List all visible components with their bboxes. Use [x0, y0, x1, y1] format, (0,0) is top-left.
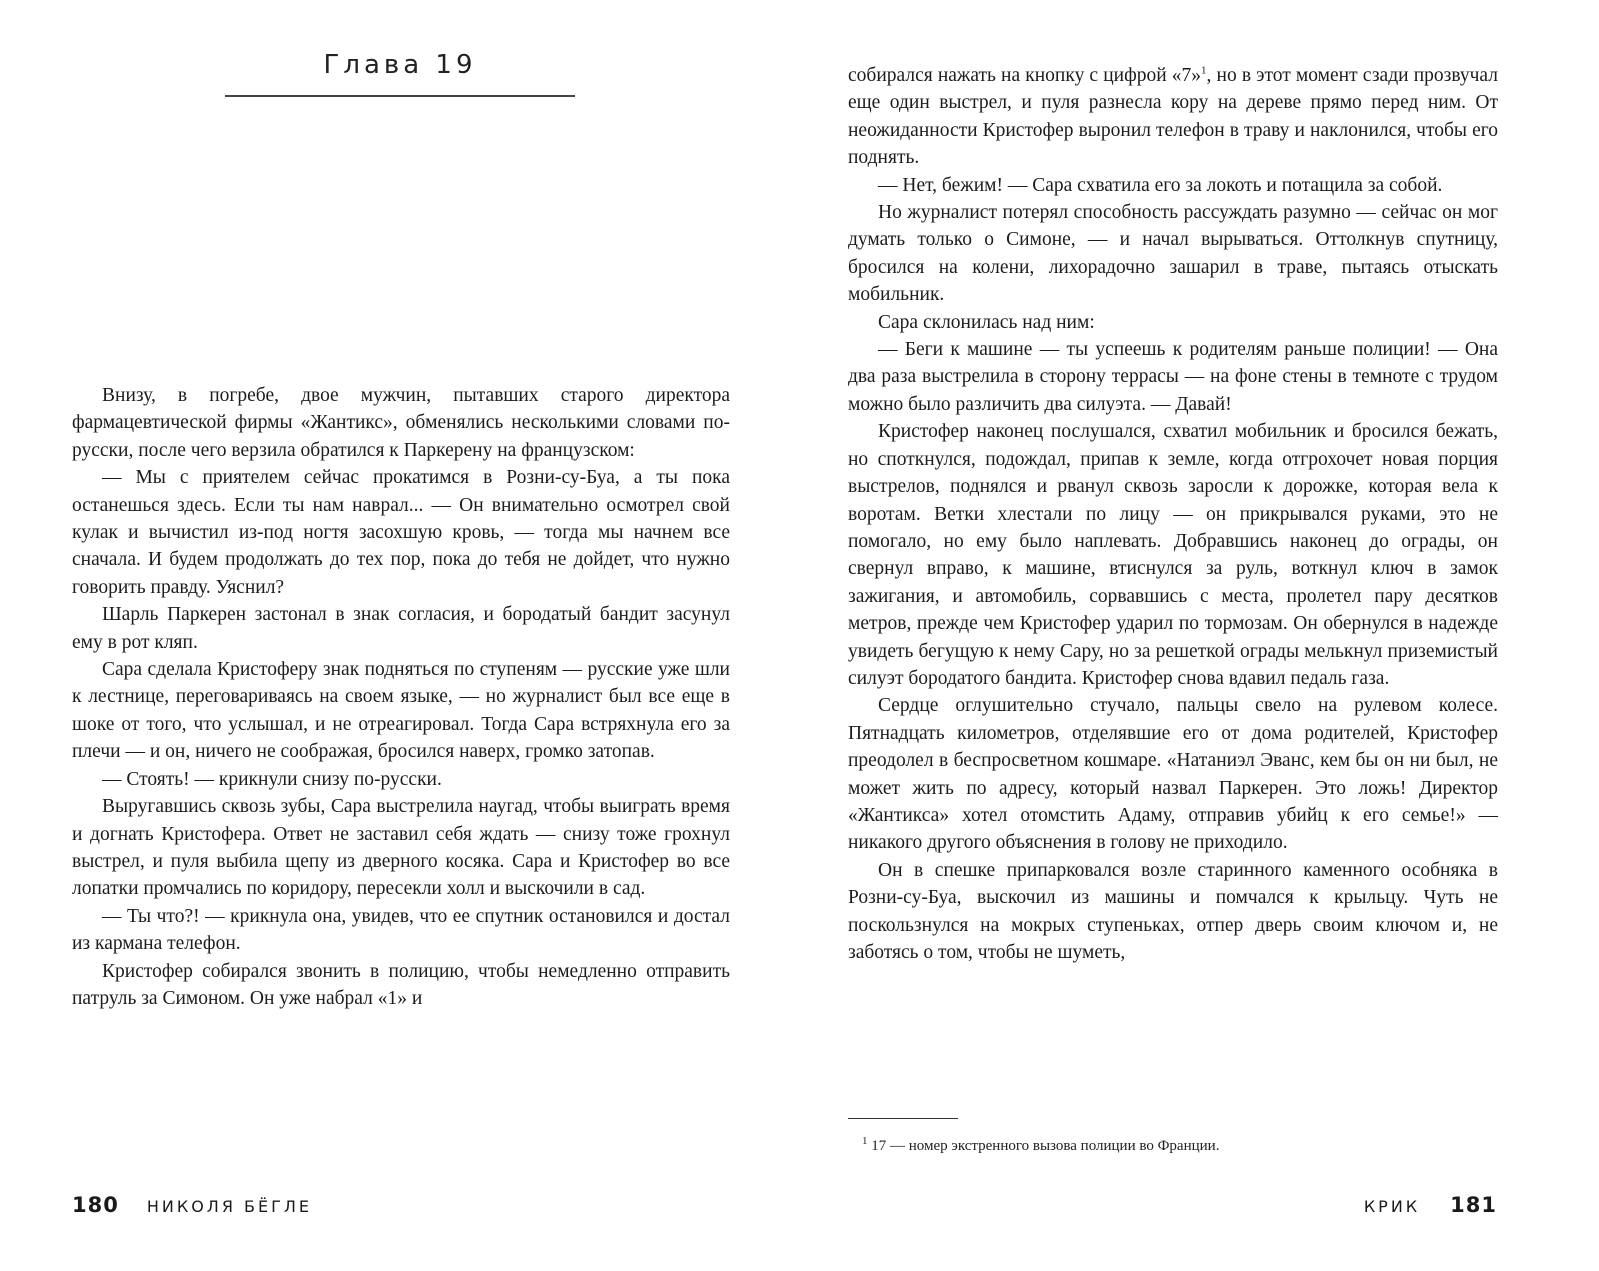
footnote-marker: 1	[1201, 64, 1207, 77]
paragraph: — Мы с приятелем сейчас прокатимся в Розни-су-Буа, а ты пока останешься здесь. Если ты нам наврал... — Он внимательно осмотрел свой кулак и вычистил из-под ногтя засохшую кровь, — тогда мы начнем все сначала. И будем продолжать до тех пор, пока до тебя не дойдет, что нужно говорить правду. Уяснил?	[72, 467, 730, 598]
paragraph: — Ты что?! — крикнула она, увидев, что ее спутник остановился и достал из кармана телефон.	[72, 905, 730, 955]
first-paragraph-rest: , но в этот момент сзади прозвучал еще один выстрел, и пуля разнесла кору на дереве прямо перед ним. От неожиданности Кристофер выронил телефон в траву и наклонился, чтобы его поднять.	[848, 65, 1498, 169]
left-page	[0, 0, 790, 1271]
paragraph: Он в спешке припарковался возле старинного каменного особняка в Розни-су-Буа, выскочил из машины и помчался к крыльцу. Чуть не поскользнулся на мокрых ступеньках, отпер дверь своим ключом и, не заботясь о том, чтобы не шуметь,	[848, 859, 1498, 963]
paragraph: Кристофер наконец послушался, схватил мобильник и бросился бежать, но споткнулся, подождал, припав к земле, когда отгрохочет новая порция выстрелов, поднялся и рванул сквозь заросли к дорожке, которая вела к воротам. Ветки хлестали по лицу — он прикрывался руками, это не помогало, но ему было наплевать. Добравшись наконец до ограды, он свернул вправо, к машине, втиснулся за руль, воткнул ключ в замок зажигания, и автомобиль, сорвавшись с места, пролетел пару десятков метров, прежде чем Кристофер ударил по тормозам. Он обернулся в надежде увидеть бегущую к нему Сару, но за решеткой ограды мелькнул приземистый силуэт бородатого бандита. Кристофер снова вдавил педаль газа.	[848, 421, 1498, 689]
running-head-author: НИКОЛЯ БЁГЛЕ	[146, 1197, 313, 1216]
paragraph: — Беги к машине — ты успеешь к родителям раньше полиции! — Она два раза выстрелила в сторону террасы — на фоне стены в темноте с трудом можно было различить два силуэта. — Давай!	[848, 339, 1498, 415]
chapter-title-rule	[225, 95, 575, 97]
paragraph: Сердце оглушительно стучало, пальцы свело на рулевом колесе. Пятнадцать километров, отделявшие его от дома родителей, Кристофер преодолел в беспросветном кошмаре. «Натаниэл Эванс, кем бы он ни был, не может жить по адресу, который назвал Паркерен. Это ложь! Директор «Жантикса» хотел отомстить Адаму, отправив убийц к его семье!» — никакого другого объяснения в голову не приходило.	[848, 695, 1498, 854]
running-head-title: КРИК	[1363, 1197, 1421, 1216]
paragraph: — Нет, бежим! — Сара схватила его за локоть и потащила за собой.	[878, 174, 1443, 196]
right-page-text	[848, 62, 1498, 966]
paragraph: Сара сделала Кристоферу знак подняться по ступеням — русские уже шли к лестнице, переговариваясь на своем языке, — но журналист был все еще в шоке от того, что услышал, и не отреагировал. Тогда Сара встряхнула его за плечи — и он, ничего не соображая, бросился наверх, громко затопав.	[72, 659, 730, 763]
footnote-number: 1	[862, 1135, 868, 1147]
paragraph: Шарль Паркерен застонал в знак согласия, и бородатый бандит засунул ему в рот кляп.	[72, 604, 730, 653]
left-page-text	[72, 382, 730, 1012]
footnote-text: 17 — номер экстренного вызова полиции во Франции.	[871, 1138, 1220, 1154]
paragraph: Сара склонилась над ним:	[878, 311, 1095, 333]
footnote	[862, 1136, 1482, 1156]
paragraph: Выругавшись сквозь зубы, Сара выстрелила наугад, чтобы выиграть время и догнать Кристофера. Ответ не заставил себя ждать — снизу тоже грохнул выстрел, и пуля выбила щепу из дверного косяка. Сара и Кристофер во все лопатки промчались по коридору, пересекли холл и выскочили в сад.	[72, 796, 730, 900]
paragraph: Кристофер собирался звонить в полицию, чтобы немедленно отправить патруль за Симоном. Он уже набрал «1» и	[72, 960, 730, 1009]
left-page-footer	[72, 1193, 312, 1217]
paragraph-continued	[848, 62, 1498, 172]
chapter-title: Глава 19	[323, 50, 477, 80]
page-number: 180	[72, 1193, 119, 1217]
page-number: 181	[1450, 1193, 1497, 1217]
paragraph: Но журналист потерял способность рассуждать разумно — сейчас он мог думать только о Симоне, — и начал вырываться. Оттолкнув спутницу, бросился на колени, лихорадочно зашарил в траве, пытаясь отыскать мобильник.	[848, 202, 1498, 306]
paragraph: Внизу, в погребе, двое мужчин, пытавших старого директора фармацевтической фирмы «Жантикс», обменялись несколькими словами по-русски, после чего верзила обратился к Паркерену на французском:	[72, 385, 730, 461]
footnote-rule	[848, 1118, 958, 1119]
first-line-text: собирался нажать на кнопку с цифрой «7»	[848, 65, 1202, 86]
paragraph: — Стоять! — крикнули снизу по-русски.	[102, 768, 442, 790]
right-page-footer	[1364, 1193, 1497, 1217]
